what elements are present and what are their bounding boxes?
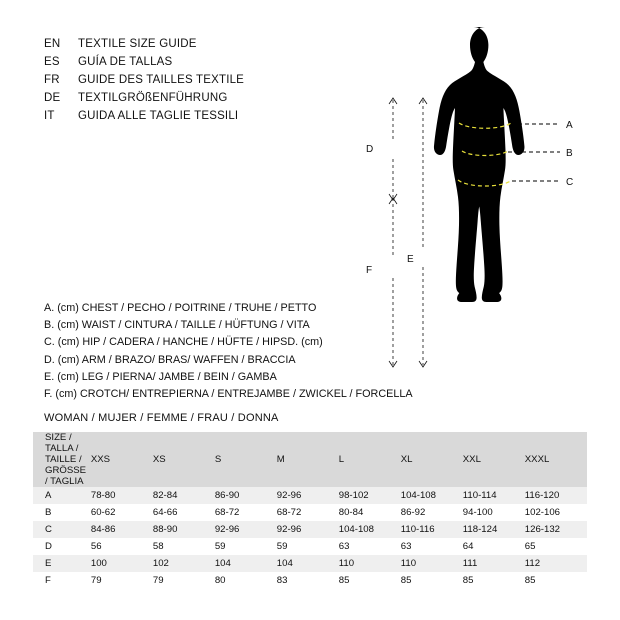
cell: 86-92 [400,507,426,518]
language-row [44,38,344,56]
cell: 92-96 [276,490,302,501]
language-code: EN [44,38,61,50]
header-size-l: L [339,432,401,487]
header-size-m: M [277,432,339,487]
table-header-row [33,432,587,487]
cell: 63 [338,541,350,552]
row-label: B [45,507,52,518]
callout-label-a: A [566,120,573,131]
cell: 102 [152,558,169,569]
header-size-s: S [215,432,277,487]
legend-item: A. (cm) CHEST / PECHO / POITRINE / TRUHE / PETTO [44,302,317,314]
dimension-d [389,98,397,200]
language-row [44,56,344,74]
language-title: GUIDA ALLE TAGLIE TESSILI [78,110,239,122]
cell: 68-72 [214,507,240,518]
body-measurement-diagram [355,20,600,400]
row-label: A [45,490,52,501]
table-row [33,555,587,572]
cell: 59 [276,541,288,552]
header-size-xxxl: XXXL [525,432,587,487]
cell: 64 [462,541,474,552]
cell: 79 [90,575,102,586]
cell: 60-62 [90,507,116,518]
dimension-label-e: E [407,254,414,265]
language-title: GUÍA DE TALLAS [78,56,173,68]
dimension-label-d: D [366,144,374,155]
cell: 100 [90,558,107,569]
cell: 110-114 [462,490,497,501]
cell: 102-106 [524,507,560,518]
header-size-xxs: XXS [91,432,153,487]
legend-item: C. (cm) HIP / CADERA / HANCHE / HÜFTE / HIPSD. (cm) [44,336,323,349]
table-row [33,521,587,538]
cell: 85 [524,575,536,586]
legend-item: E. (cm) LEG / PIERNA/ JAMBE / BEIN / GAMBA [44,370,277,383]
cell: 116-120 [524,490,560,501]
callout-label-c: C [566,177,574,188]
cell: 104 [214,558,231,569]
cell: 85 [338,575,350,586]
cell: 104-108 [338,524,374,535]
cell: 85 [400,575,412,586]
size-table-head [33,432,587,487]
gender-label: WOMAN / MUJER / FEMME / FRAU / DONNA [44,412,279,424]
language-title: TEXTILE SIZE GUIDE [78,38,197,50]
cell: 94-100 [462,507,493,518]
cell: 110-116 [400,524,435,535]
legend-item: D. (cm) ARM / BRAZO/ BRAS/ WAFFEN / BRACCIA [44,353,296,366]
language-code: IT [44,110,55,122]
cell: 92-96 [214,524,240,535]
cell: 59 [214,541,226,552]
cell: 110 [338,558,355,569]
size-table-wrapper [33,432,587,589]
dimension-f [389,198,397,367]
header-size-xxl: XXL [463,432,525,487]
cell: 63 [400,541,412,552]
callout-label-b: B [566,148,573,159]
dimension-label-f: F [366,265,373,276]
row-label: E [45,558,52,569]
legend-item: F. (cm) CROTCH/ ENTREPIERNA / ENTREJAMBE / ZWICKEL / FORCELLA [44,388,413,401]
cell: 58 [152,541,164,552]
female-silhouette-icon [434,27,525,302]
cell: 68-72 [276,507,302,518]
language-row [44,74,344,92]
size-table [33,432,587,589]
cell: 82-84 [152,490,178,501]
dimension-e [419,98,427,367]
language-row [44,110,344,128]
cell: 83 [276,575,288,586]
cell: 79 [152,575,164,586]
cell: 92-96 [276,524,302,535]
table-row [33,504,587,521]
cell: 86-90 [214,490,240,501]
cell: 126-132 [524,524,560,535]
row-label: C [45,524,52,535]
cell: 110 [400,558,417,569]
language-title-block [44,38,344,128]
table-row [33,572,587,589]
language-title: TEXTILGRÖßENFÜHRUNG [78,92,228,104]
language-code: ES [44,56,60,68]
table-row [33,538,587,555]
language-row [44,92,344,110]
cell: 80 [214,575,226,586]
cell: 80-84 [338,507,364,518]
cell: 111 [462,558,478,569]
header-size-xl: XL [401,432,463,487]
cell: 78-80 [90,490,116,501]
cell: 56 [90,541,102,552]
cell: 112 [524,558,541,569]
language-code: FR [44,74,60,86]
cell: 104-108 [400,490,436,501]
cell: 88-90 [152,524,178,535]
cell: 84-86 [90,524,116,535]
cell: 98-102 [338,490,369,501]
cell: 85 [462,575,474,586]
language-code: DE [44,92,61,104]
header-size-xs: XS [153,432,215,487]
size-table-body [33,487,587,589]
measurement-legend [44,300,413,403]
row-label: D [45,541,52,552]
cell: 118-124 [462,524,498,535]
header-size-label: SIZE / TALLA / TAILLE / GRÖSSE / TAGLIA [33,432,91,487]
row-label: F [45,575,51,586]
legend-item: B. (cm) WAIST / CINTURA / TAILLE / HÜFTUNG / VITA [44,319,310,332]
cell: 65 [524,541,536,552]
cell: 104 [276,558,293,569]
language-title: GUIDE DES TAILLES TEXTILE [78,74,245,86]
cell: 64-66 [152,507,178,518]
table-row [33,487,587,504]
